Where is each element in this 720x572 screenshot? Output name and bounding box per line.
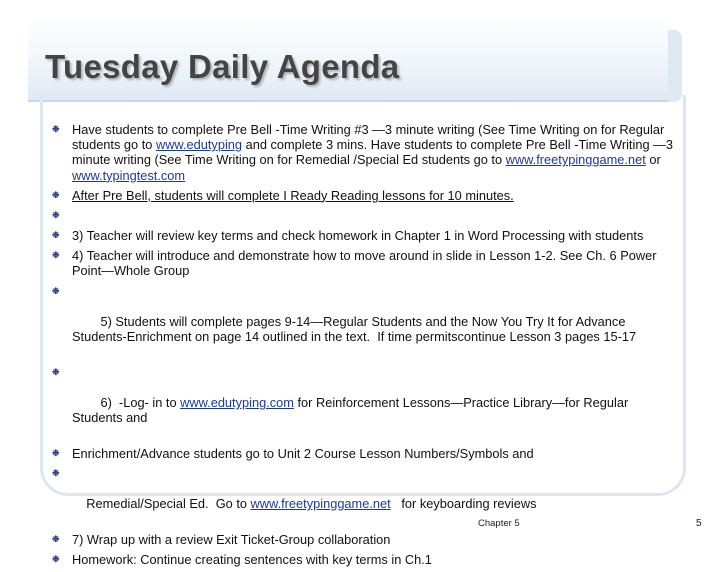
agenda-item-enrichment xyxy=(52,446,678,461)
bullet-icon: ❉ xyxy=(52,366,60,377)
bullet-icon: ❉ xyxy=(52,230,60,241)
agenda-item-empty xyxy=(52,208,678,223)
item-text: After Pre Bell, students will complete I Ready Reading lessons for 10 minutes. xyxy=(72,187,514,203)
agenda-item-pre-bell xyxy=(52,122,678,183)
bullet-icon: ❉ xyxy=(52,124,60,134)
bullet-icon: ❉ xyxy=(52,210,60,221)
agenda-item-iready xyxy=(52,188,678,203)
item-text: Have students to complete Pre Bell -Time Writing #3 —3 minute writing (See Time Writing on for Regular students go to xyxy=(72,122,665,153)
agenda-list xyxy=(52,122,678,572)
item-text: 5) Students will complete pages 9-14—Regular Students and the Now You Try It for Advance Students-Enrichment on page 14 outlined in the text. If time permitscontinue Lesson 3 pages 15-17 xyxy=(72,314,637,345)
agenda-item-remedial xyxy=(52,466,678,527)
agenda-item-4 xyxy=(52,248,678,278)
bullet-icon: ❉ xyxy=(52,285,60,296)
bullet-icon: ❉ xyxy=(52,447,60,458)
bullet-icon: ❉ xyxy=(52,533,60,544)
item-text: for keyboarding reviews xyxy=(390,496,537,512)
item-text: or xyxy=(645,152,661,168)
item-text: 7) Wrap up with a review Exit Ticket-Group collaboration xyxy=(72,531,391,547)
edutyping-link[interactable]: www.edutyping.com xyxy=(180,395,294,411)
item-text: 4) Teacher will introduce and demonstrate how to move around in slide in Lesson 1-2. See Ch. 6 Power Point—Whole Group xyxy=(72,248,657,279)
agenda-item-6 xyxy=(52,365,678,441)
agenda-item-3 xyxy=(52,228,678,243)
bullet-icon: ❉ xyxy=(52,553,60,564)
footer-chapter: Chapter 5 xyxy=(478,518,520,529)
bullet-icon: ❉ xyxy=(52,250,60,261)
freetypinggame-link[interactable]: www.freetypinggame.net xyxy=(250,496,391,512)
item-text: Enrichment/Advance students go to Unit 2 Course Lesson Numbers/Symbols and xyxy=(72,445,534,461)
typingtest-link[interactable]: www.typingtest.com xyxy=(72,167,186,183)
item-text: Homework: Continue creating sentences with key terms in Ch.1 xyxy=(72,551,432,567)
bullet-icon: ❉ xyxy=(52,189,60,200)
item-text: 3) Teacher will review key terms and check homework in Chapter 1 in Word Processing with students xyxy=(72,228,644,244)
item-text: for Reinforcement Lessons—Practice Library—for Regular Students and xyxy=(72,395,632,426)
agenda-item-homework xyxy=(52,552,678,567)
page-number: 5 xyxy=(696,518,702,529)
edutyping-link[interactable]: www.edutyping xyxy=(155,137,243,153)
item-text: and complete 3 mins. Have students to complete Pre Bell -Time Writing —3 minute writing (See Time Writing on for Remedial /Special Ed students go to xyxy=(72,137,674,168)
item-text: 6) -Log- in to xyxy=(86,395,181,411)
bullet-icon: ❉ xyxy=(52,467,60,478)
freetypinggame-link[interactable]: www.freetypinggame.net xyxy=(505,152,646,168)
agenda-item-5 xyxy=(52,284,678,360)
item-text: Remedial/Special Ed. Go to xyxy=(86,496,251,512)
agenda-item-7 xyxy=(52,532,678,547)
slide-title: Tuesday Daily Agenda xyxy=(45,48,400,85)
